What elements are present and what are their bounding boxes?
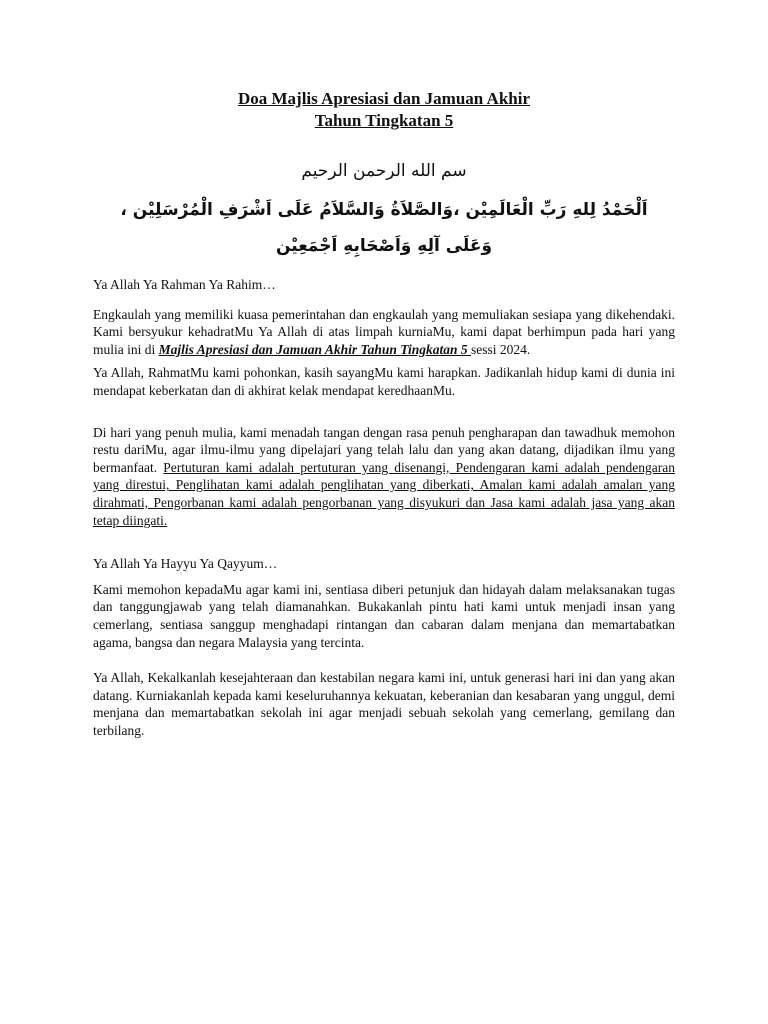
paragraph-mercy: Ya Allah, RahmatMu kami pohonkan, kasih sayangMu kami harapkan. Jadikanlah hidup kami di dunia ini mendapat keberkatan dan di akhirat kelak mendapat keredhaanMu. <box>93 365 675 398</box>
document-title <box>93 0 675 132</box>
hamdalah-line-2: وَعَلَى آلِهِ وَاَصْحَابِهِ اَجْمَعِيْن <box>275 236 493 256</box>
hamdalah-line-1: اَلْحَمْدُ لِلهِ رَبِّ الْعَالَمِيْن ،وَالصَّلاَةُ وَالسَّلاَمُ عَلَى اَشْرَفِ الْمُرْسَلِيْن ، <box>120 200 648 220</box>
paragraph-gratitude <box>93 306 675 359</box>
invocation-rahman: Ya Allah Ya Rahman Ya Rahim… <box>93 277 276 292</box>
title-line-1: Doa Majlis Apresiasi dan Jamuan Akhir <box>237 89 531 108</box>
title-line-2: Tahun Tingkatan 5 <box>314 111 454 130</box>
paragraph-knowledge <box>93 424 675 530</box>
basmala: سم الله الرحمن الرحيم <box>301 161 467 181</box>
session-text: sessi 2024. <box>470 341 531 357</box>
paragraph-gratitude-text: Engkaulah yang memiliki kuasa pemerintahan dan engkaulah yang memuliakan sesiapa yang dikehendaki. Kami bersyukur kehadratMu Ya Allah di atas limpah kurniaMu, kami dapat berhimpun pada hari yang mulia ini di <box>93 306 675 357</box>
underlined-prayer: Pertuturan kami adalah pertuturan yang disenangi, Pendengaran kami adalah pendengaran yang direstui, Penglihatan kami adalah penglihatan yang diberkati, Amalan kami adalah amalan yang dirahmati, Pengorbanan kami adalah pengorbanan yang disyukuri dan Jasa kami adalah jasa yang akan tetap diingati. <box>93 459 675 528</box>
paragraph-nation: Ya Allah, Kekalkanlah kesejahteraan dan kestabilan negara kami ini, untuk generasi hari ini dan yang akan datang. Kurniakanlah kepada kami keseluruhannya kekuatan, keberanian dan kesabaran yang unggul, demi menjana dan memartabatkan sekolah ini agar menjadi sebuah sekolah yang cemerlang, gemilang dan terbilang. <box>93 670 675 738</box>
hamdalah <box>93 192 675 264</box>
event-name: Majlis Apresiasi dan Jamuan Akhir Tahun Tingkatan 5 <box>158 341 471 357</box>
invocation-hayyu: Ya Allah Ya Hayyu Ya Qayyum… <box>93 556 278 572</box>
paragraph-knowledge-text: Di hari yang penuh mulia, kami menadah tangan dengan rasa penuh pengharapan dan tawadhuk memohon restu dariMu, agar ilmu-ilmu yang dipelajari yang telah lalu dan yang akan datang, dijadikan ilmu yang bermanfaat. <box>93 424 675 475</box>
paragraph-guidance: Kami memohon kepadaMu agar kami ini, sentiasa diberi petunjuk dan hidayah dalam melaksanakan tugas dan tanggungjawab yang telah diamanahkan. Bukakanlah pintu hati kami untuk menjadi insan yang cemerlang, sentiasa sanggup menghadapi rintangan dan cabaran dalam menjana dan memartabatkan agama, bangsa dan negara Malaysia yang tercinta. <box>93 581 675 650</box>
